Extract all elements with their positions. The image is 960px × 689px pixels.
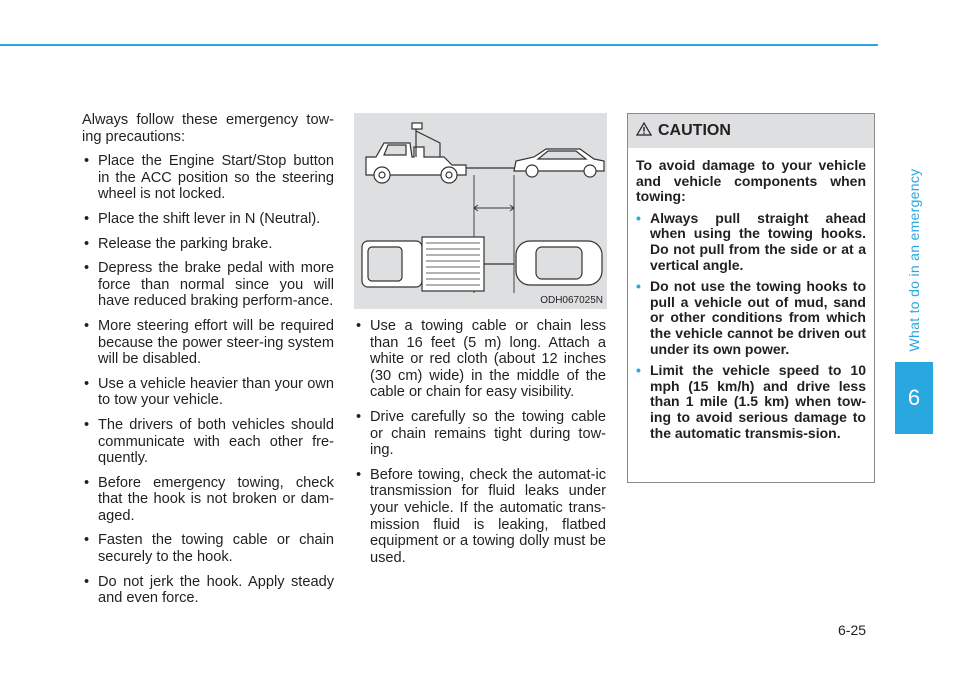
list-item: • Place the Engine Start/Stop button in the ACC position so the steering wheel is not locked. xyxy=(82,153,334,203)
list-item: • Limit the vehicle speed to 10 mph (15 km/h) and drive less than 1 mile (1.5 km) when tow-ing to avoid serious damage to the automatic transmis-sion. xyxy=(636,363,866,441)
list-item: • Always pull straight ahead when using the towing hooks. Do not pull from the side or at a vertical angle. xyxy=(636,211,866,273)
chapter-tab[interactable] xyxy=(895,362,933,434)
intro-text: Always follow these emergency tow-ing precautions: xyxy=(82,112,334,145)
list-item: • Fasten the towing cable or chain securely to the hook. xyxy=(82,532,334,565)
caution-intro: To avoid damage to your vehicle and vehicle components when towing: xyxy=(636,157,866,205)
towing-list xyxy=(354,318,606,566)
list-item: • Do not use the towing hooks to pull a vehicle out of mud, sand or other conditions from which the vehicle cannot be driven out under its own power. xyxy=(636,279,866,357)
list-item: • More steering effort will be required because the power steer-ing system will be disabled. xyxy=(82,318,334,368)
caution-header xyxy=(628,114,874,148)
warning-triangle-icon xyxy=(636,122,652,141)
figure-code: ODH067025N xyxy=(540,295,603,306)
header-rule xyxy=(0,44,878,46)
middle-column xyxy=(354,318,606,574)
tow-truck-diagram xyxy=(354,113,607,309)
tow-truck-side-icon xyxy=(366,123,466,183)
chapter-number: 6 xyxy=(907,385,921,410)
list-item: • Before towing, check the automat-ic transmission for fluid leaks under your vehicle. If the automatic trans-mission fluid is leaking, flatbed equipment or a towing dolly must be used. xyxy=(354,467,606,567)
towed-car-top-icon xyxy=(516,241,602,285)
precaution-list xyxy=(82,153,334,607)
left-column xyxy=(82,112,334,615)
caution-list xyxy=(636,211,866,441)
list-item: • Drive carefully so the towing cable or chain remains tight during tow-ing. xyxy=(354,409,606,459)
page-number: 6-25 xyxy=(838,622,867,638)
towing-illustration xyxy=(354,113,607,309)
caution-body xyxy=(628,148,874,441)
list-item: • Use a towing cable or chain less than 16 feet (5 m) long. Attach a white or red cloth (about 12 inches (30 cm) wide) in the middle of the cable or chain for easy visibility. xyxy=(354,318,606,401)
tow-truck-top-icon xyxy=(362,237,484,291)
list-item: • Before emergency towing, check that the hook is not broken or dam-aged. xyxy=(82,475,334,525)
caution-title: CAUTION xyxy=(658,122,731,139)
list-item: • Depress the brake pedal with more force than normal since you will have reduced braking perform-ance. xyxy=(82,260,334,310)
caution-box xyxy=(627,113,875,483)
towed-car-side-icon xyxy=(514,149,604,177)
side-title-text: What to do in an emergency xyxy=(906,168,922,352)
list-item: • Place the shift lever in N (Neutral). xyxy=(82,211,334,228)
list-item: • Use a vehicle heavier than your own to tow your vehicle. xyxy=(82,376,334,409)
list-item: • The drivers of both vehicles should communicate with each other fre-quently. xyxy=(82,417,334,467)
list-item: • Release the parking brake. xyxy=(82,236,334,253)
list-item: • Do not jerk the hook. Apply steady and even force. xyxy=(82,574,334,607)
